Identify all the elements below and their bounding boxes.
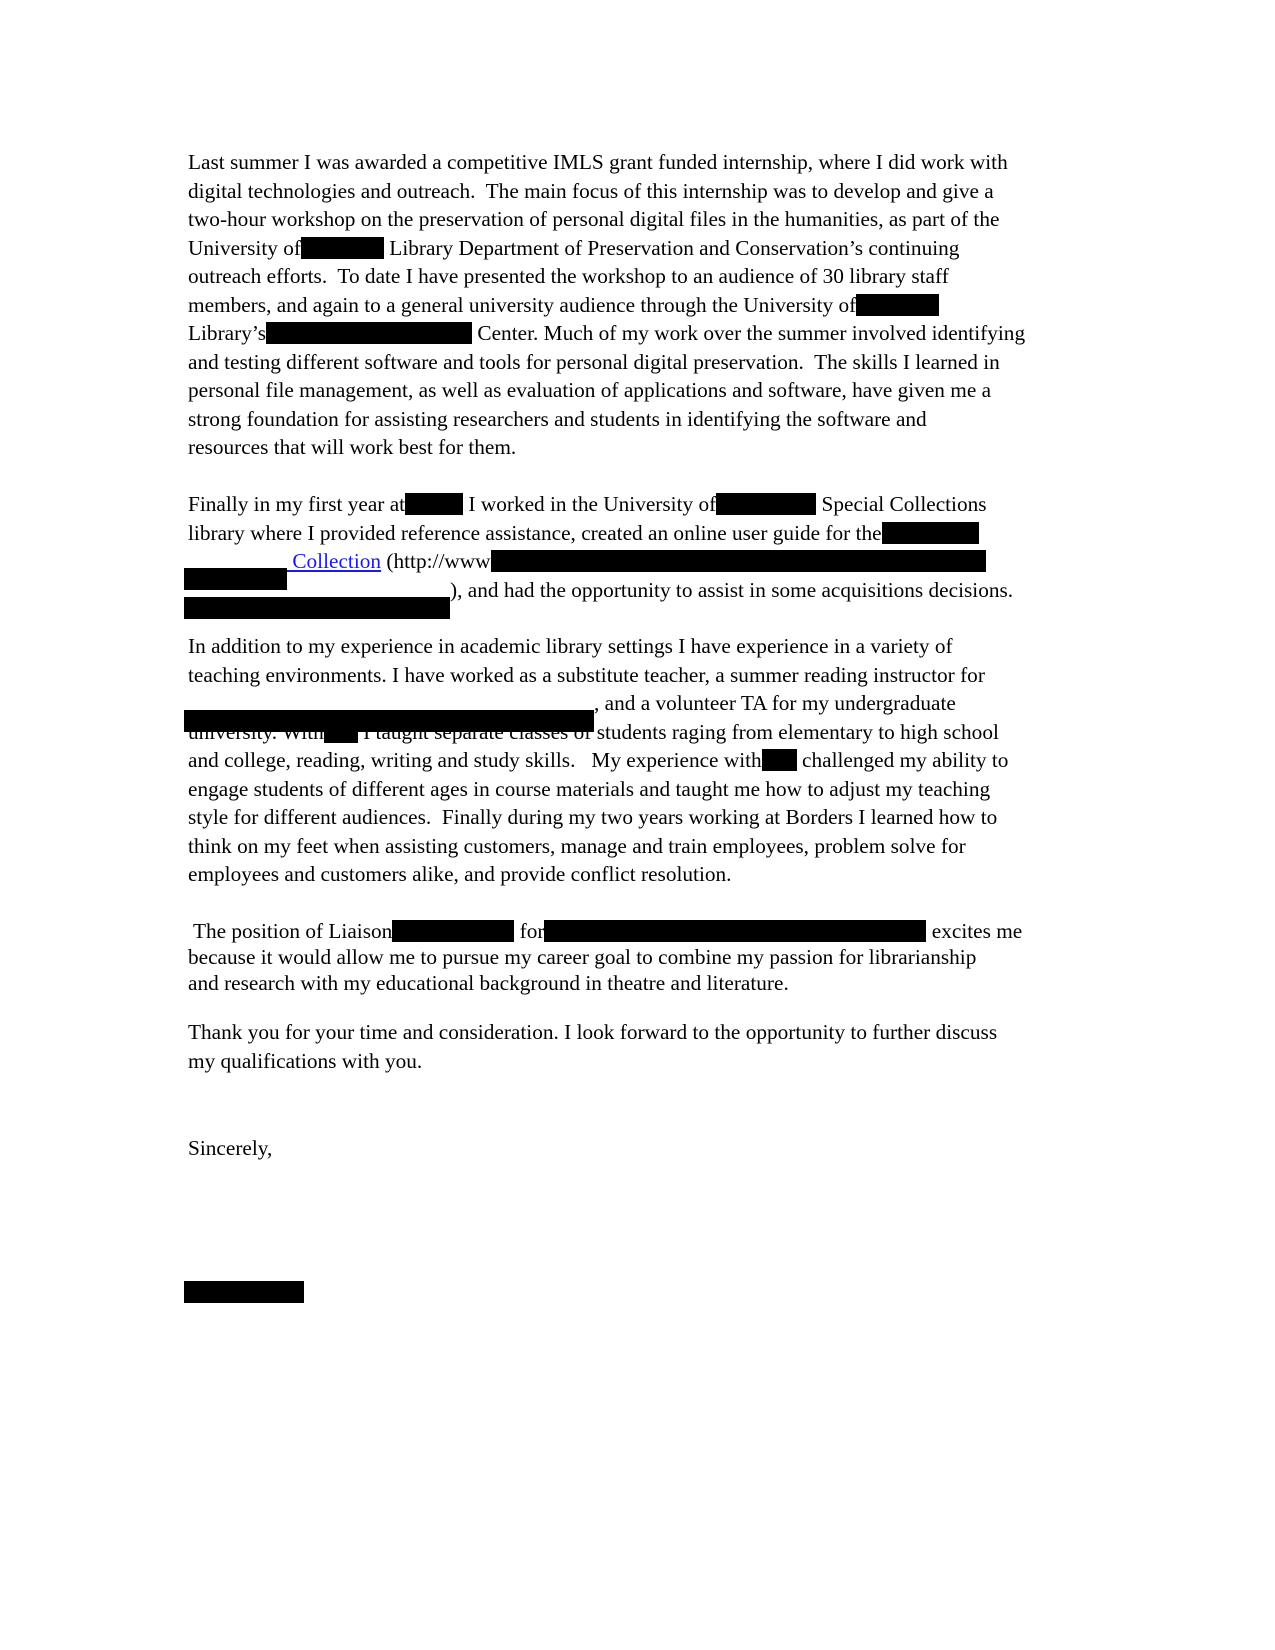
p3-line-8: think on my feet when assisting customers, manage and train employees, problem solve for — [188, 834, 966, 858]
redaction-block — [856, 294, 939, 316]
p2-line-1 — [188, 490, 987, 518]
p2-line-1-middle: I worked in the University of — [463, 492, 717, 516]
redaction-block — [882, 522, 979, 544]
p1-line-5: outreach efforts. To date I have presented the workshop to an audience of 30 library staff — [188, 264, 949, 288]
p2-line-2-text: library where I provided reference assistance, created an online user guide for the — [188, 521, 882, 545]
redaction-block — [184, 597, 450, 619]
p4-line-3: and research with my educational background in theatre and literature. — [188, 971, 789, 995]
p1-line-6 — [188, 291, 939, 319]
p1-line-9: personal file management, as well as evaluation of applications and software, have given me a — [188, 378, 992, 402]
p3-line-4-end: I taught separate classes of students raging from elementary to high school — [357, 720, 999, 744]
signature-redaction — [184, 1281, 304, 1303]
p3-line-5 — [188, 746, 1008, 774]
p1-line-7-start: Library’s — [188, 321, 267, 345]
closing: Sincerely, — [188, 1136, 273, 1160]
redaction-block — [324, 721, 358, 743]
redaction-block — [544, 920, 926, 942]
p1-line-4-start: University of — [188, 236, 301, 260]
p1-line-11: resources that will work best for them. — [188, 435, 517, 459]
p3-line-9: employees and customers alike, and provide conflict resolution. — [188, 862, 732, 886]
p4-line-1 — [188, 917, 1022, 945]
p1-line-4 — [188, 234, 959, 262]
p3-line-1: In addition to my experience in academic library settings I have experience in a variety of — [188, 634, 953, 658]
p3-line-4 — [188, 718, 999, 746]
p1-line-3: two-hour workshop on the preservation of personal digital files in the humanities, as part of the — [188, 207, 1000, 231]
redaction-block — [266, 322, 472, 344]
p4-line-2: because it would allow me to pursue my career goal to combine my passion for librarianship — [188, 945, 977, 969]
p4-line-1-start: The position of Liaison — [188, 919, 393, 943]
redaction-block — [491, 550, 986, 572]
p1-line-7 — [188, 319, 1025, 347]
p1-line-8: and testing different software and tools for personal digital preservation. The skills I learned in — [188, 350, 1000, 374]
p3-line-5-start: and college, reading, writing and study skills. My experience with — [188, 748, 762, 772]
p3-line-4-start: university. With — [188, 720, 324, 744]
p3-line-7: style for different audiences. Finally during my two years working at Borders I learned how to — [188, 805, 998, 829]
p1-line-1: Last summer I was awarded a competitive IMLS grant funded internship, where I did work with — [188, 150, 1008, 174]
p2-line-1-start: Finally in my first year at — [188, 492, 406, 516]
p5-line-1: Thank you for your time and consideration. I look forward to the opportunity to further discuss — [188, 1020, 998, 1044]
p2-line-3-url-start: (http://www — [381, 549, 491, 573]
p1-line-2: digital technologies and outreach. The main focus of this internship was to develop and give a — [188, 179, 994, 203]
p2-line-2 — [188, 519, 979, 547]
p1-line-10: strong foundation for assisting researchers and students in identifying the software and — [188, 407, 927, 431]
redaction-block — [762, 749, 797, 771]
redaction-block — [301, 237, 384, 259]
collection-link[interactable]: Collection — [287, 549, 382, 573]
p3-line-2: teaching environments. I have worked as a substitute teacher, a summer reading instructor for — [188, 663, 985, 687]
p3-line-3: , and a volunteer TA for my undergraduate — [594, 691, 956, 715]
p1-line-6-text: members, and again to a general university audience through the University of — [188, 293, 857, 317]
p2-line-1-end: Special Collections — [816, 492, 987, 516]
redaction-block — [184, 568, 287, 590]
p5-line-2: my qualifications with you. — [188, 1049, 423, 1073]
p3-line-5-end: challenged my ability to — [796, 748, 1009, 772]
p4-line-1-middle: for — [514, 919, 545, 943]
p3-line-6: engage students of different ages in course materials and taught me how to adjust my teaching — [188, 777, 991, 801]
p1-line-7-end: Center. Much of my work over the summer involved identifying — [472, 321, 1026, 345]
p1-line-4-end: Library Department of Preservation and Conservation’s continuing — [383, 236, 960, 260]
redaction-block — [392, 920, 514, 942]
p2-line-3 — [287, 547, 986, 575]
p4-line-1-end: excites me — [926, 919, 1023, 943]
redaction-block — [405, 493, 463, 515]
p2-line-4: ), and had the opportunity to assist in some acquisitions decisions. — [450, 578, 1014, 602]
redaction-block — [716, 493, 816, 515]
